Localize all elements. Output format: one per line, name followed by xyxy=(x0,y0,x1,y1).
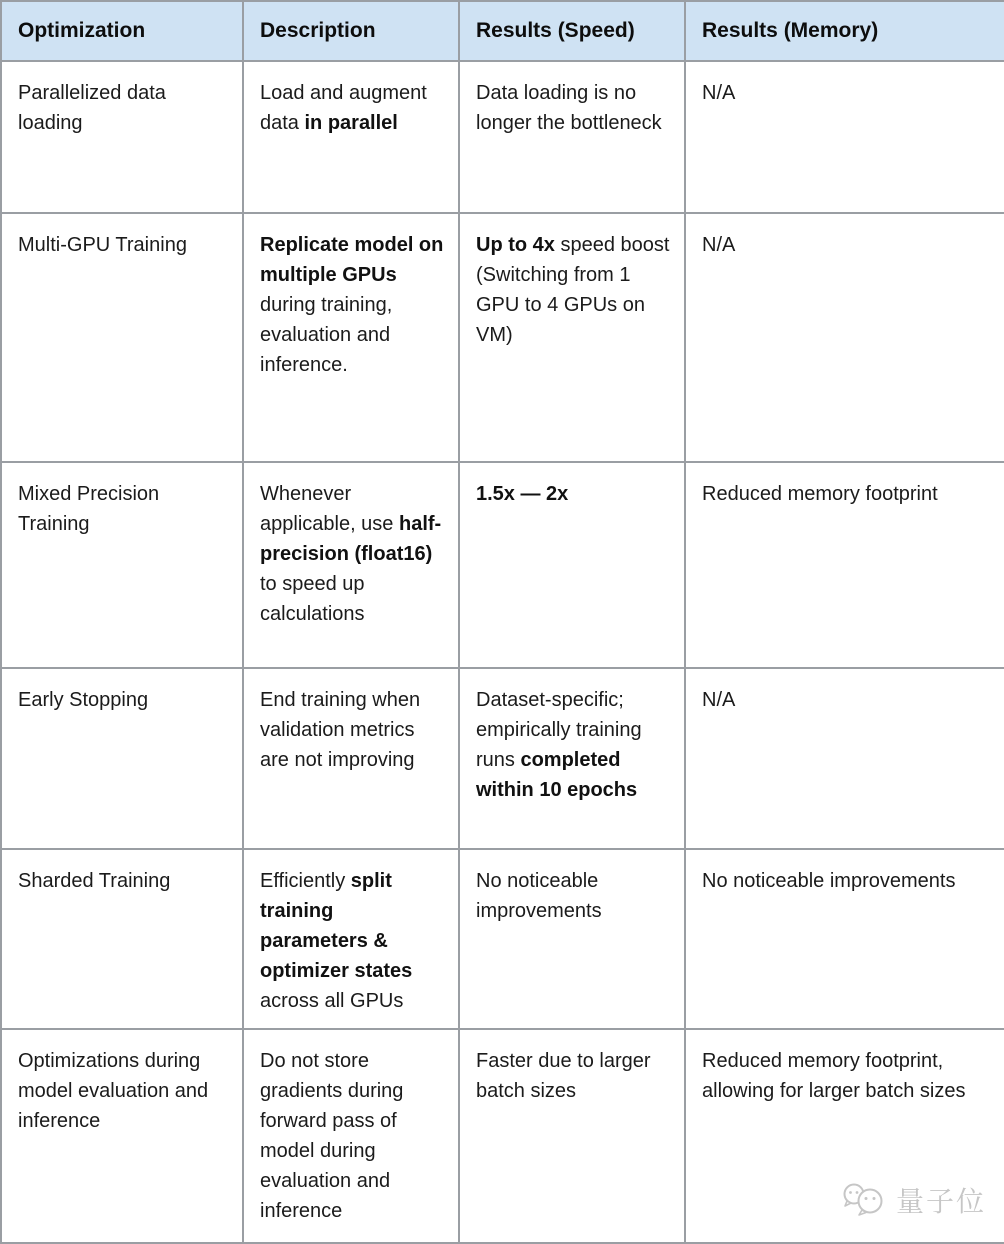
cell-row4-col1 xyxy=(1,668,243,849)
cell-row1-col4 xyxy=(685,61,1004,213)
cell-text: No noticeable improvements xyxy=(702,869,956,892)
cell-text: Reduced memory footprint xyxy=(702,483,938,506)
cell-text: Parallelized data loading xyxy=(18,82,166,134)
cell-text: Whenever applicable, use xyxy=(260,483,399,536)
cell-text: Reduced memory footprint, allowing for larger batch sizes xyxy=(702,1050,966,1103)
cell-text: End training when validation metrics are not improving xyxy=(260,689,421,772)
cell-text: Do not store gradients during forward pass of model during evaluation and inference xyxy=(260,1050,404,1223)
cell-text: N/A xyxy=(702,82,736,104)
cell-row2-col2 xyxy=(243,213,459,463)
cell-text-bold: in parallel xyxy=(304,112,398,134)
cell-text: Sharded Training xyxy=(18,869,171,892)
cell-row3-col4 xyxy=(685,462,1004,668)
cell-text-bold: Replicate model on multiple GPUs xyxy=(260,233,444,286)
table-row-5 xyxy=(1,849,1004,1030)
table-row-2 xyxy=(1,213,1004,463)
cell-row5-col2 xyxy=(243,849,459,1030)
cell-row5-col3 xyxy=(459,849,685,1030)
cell-row6-col2 xyxy=(243,1029,459,1243)
cell-row6-col1 xyxy=(1,1029,243,1243)
cell-row2-col3 xyxy=(459,213,685,463)
cell-text: Data loading is no longer the bottleneck xyxy=(476,82,662,134)
cell-text-bold: completed within 10 epochs xyxy=(476,749,638,802)
table-row-6 xyxy=(1,1029,1004,1243)
cell-text-bold: half-precision (float16) xyxy=(260,513,442,566)
cell-row4-col4 xyxy=(685,668,1004,849)
cell-row5-col1 xyxy=(1,849,243,1030)
cell-row6-col3 xyxy=(459,1029,685,1243)
cell-text: Load and augment data xyxy=(260,82,427,134)
cell-row2-col1 xyxy=(1,213,243,463)
column-header-results-speed: Results (Speed) xyxy=(459,1,685,61)
cell-row4-col2 xyxy=(243,668,459,849)
table-row-3 xyxy=(1,462,1004,668)
cell-text-bold: Up to 4x xyxy=(476,233,555,256)
cell-row3-col1 xyxy=(1,462,243,668)
table-row-1 xyxy=(1,61,1004,213)
table-body xyxy=(1,61,1004,1243)
cell-text: N/A xyxy=(702,233,736,256)
cell-row1-col3 xyxy=(459,61,685,213)
cell-text: Mixed Precision Training xyxy=(18,483,160,536)
cell-row1-col2 xyxy=(243,61,459,213)
column-header-description: Description xyxy=(243,1,459,61)
cell-row2-col4 xyxy=(685,213,1004,463)
qbitai-watermark-text: 量子位 xyxy=(895,1186,986,1217)
table-row-4 xyxy=(1,668,1004,849)
cell-text: Efficiently xyxy=(260,869,351,892)
cell-row6-col4 xyxy=(685,1029,1004,1243)
cell-text: speed boost (Switching from 1 GPU to 4 GPUs on VM) xyxy=(476,233,670,346)
cell-text: Dataset-specific; empirically training runs xyxy=(476,689,642,772)
cell-text: during training, evaluation and inference. xyxy=(260,293,393,376)
cell-text: Early Stopping xyxy=(18,689,149,712)
cell-text: Multi-GPU Training xyxy=(18,233,187,256)
cell-text-bold: split training parameters & optimizer states xyxy=(260,869,413,982)
cell-text: No noticeable improvements xyxy=(476,869,602,922)
cell-text: N/A xyxy=(702,689,736,712)
cell-row4-col3 xyxy=(459,668,685,849)
column-header-optimization: Optimization xyxy=(1,1,243,61)
cell-row1-col1 xyxy=(1,61,243,213)
cell-text: across all GPUs xyxy=(260,989,404,1012)
cell-text: to speed up calculations xyxy=(260,573,365,626)
header-row xyxy=(1,1,1004,61)
cell-text: Faster due to larger batch sizes xyxy=(476,1050,651,1103)
cell-row5-col4 xyxy=(685,849,1004,1030)
cell-text: Optimizations during model evaluation and inference xyxy=(18,1050,209,1133)
cell-row3-col3 xyxy=(459,462,685,668)
cell-row3-col2 xyxy=(243,462,459,668)
cell-text-bold: 1.5x — 2x xyxy=(476,483,569,506)
column-header-results-memory: Results (Memory) xyxy=(685,1,1004,61)
